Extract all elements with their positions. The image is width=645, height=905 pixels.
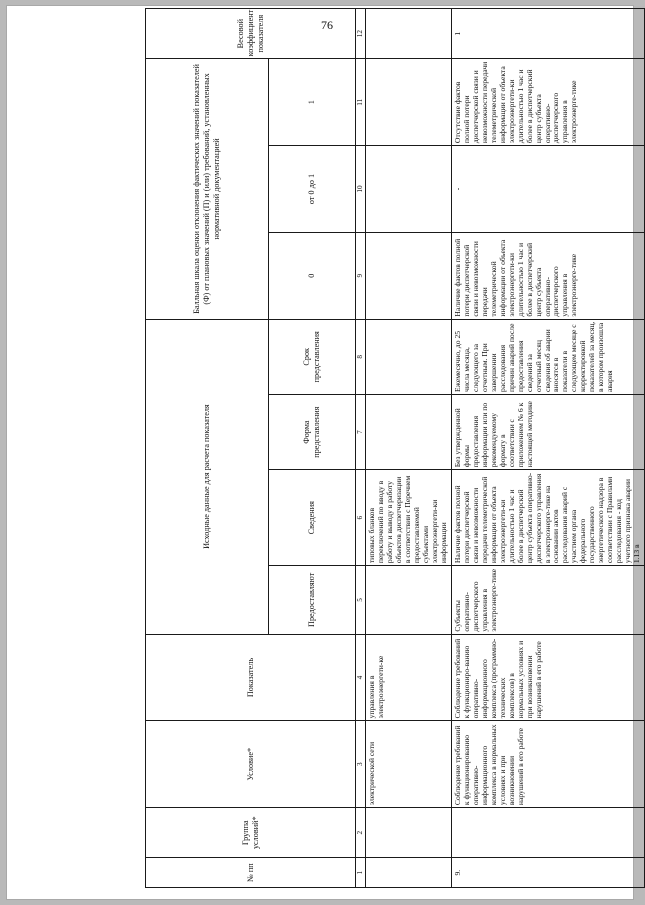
row1-condition: электрической сети bbox=[366, 721, 452, 808]
header-row bbox=[146, 9, 269, 888]
col-num: 1 bbox=[356, 858, 366, 888]
header-scale-1: 1 bbox=[268, 59, 356, 146]
header-condition: Условие* bbox=[146, 721, 356, 808]
col-num: 7 bbox=[356, 394, 366, 469]
header-info: Сведения bbox=[268, 470, 356, 566]
row2-no: 9. bbox=[451, 858, 644, 888]
col-num: 10 bbox=[356, 146, 366, 233]
row2-scale-1: Отсутствие фактов полной потери диспетчерской связи и невозможности передачи телеметрической информации от объекта электроэнергети-ки длительностью 1 час и более в диспетчерский центр субъекта оперативно-диспетчерского управления в электроэнерге-тике bbox=[451, 59, 644, 146]
header-no: № пп bbox=[146, 858, 356, 888]
col-num: 2 bbox=[356, 808, 366, 858]
header-weight: Весовой коэффициент показателя bbox=[146, 9, 356, 59]
header-source: Исходные данные для расчета показателя bbox=[146, 319, 269, 634]
header-scale-0-1: от 0 до 1 bbox=[268, 146, 356, 233]
header-indicator: Показатель bbox=[146, 634, 356, 721]
row2-condition: Соблюдение требований к функционированию оперативно-информационного комплекса в нормальных условиях и при возникновении нарушений в его работе bbox=[451, 721, 644, 808]
col-num: 5 bbox=[356, 566, 366, 634]
indicators-table bbox=[145, 8, 645, 888]
col-num: 3 bbox=[356, 721, 366, 808]
row1-indicator: управления в электроэнергети-ке bbox=[366, 634, 452, 721]
col-num: 6 bbox=[356, 470, 366, 566]
row1-info: типовых бланков переключений по вводу в работу и выводу в работу объектов диспетчеризации в соответствии с Перечнем предоставляемой субъектами электроэнергети-ки информации bbox=[366, 470, 452, 566]
row2-info: Наличие фактов полной потери диспетчерской связи и невозможности передачи телеметрической информации от объекта электроэнергети-ки длительностью 1 час и более в диспетчерский центр субъекта оперативно-диспетчерского управления в электроэнерге-тике на основании актов расследования аварий с участием органа федерального государственного энергетического надзора в соответствии с Правилами расследования - код учетного признака аварии 1.13 в bbox=[451, 470, 644, 566]
row2-provides: Субъекты оперативно-диспетчерского управления в электроэнерге-тике bbox=[451, 566, 644, 634]
page-number: 76 bbox=[321, 18, 333, 32]
table-row bbox=[366, 9, 452, 888]
col-num: 4 bbox=[356, 634, 366, 721]
header-scale-0: 0 bbox=[268, 232, 356, 319]
row2-form: Без утвержденной формы предоставления информации или по рекомендуемому формату в соответствии с приложением № 6 к настоящей методике bbox=[451, 394, 644, 469]
header-group: Группа условий* bbox=[146, 808, 356, 858]
col-num: 8 bbox=[356, 319, 366, 394]
col-num: 9 bbox=[356, 232, 366, 319]
col-num: 12 bbox=[356, 9, 366, 59]
row2-term: Ежемесячно, до 25 числа месяца, следующего за отчетным. При завершении расследования причин аварий после предоставления сведений за отчетный месяц сведения об аварии вносятся в показатели в следующем месяце с корректировкой показателей за месяц, в котором произошла авария bbox=[451, 319, 644, 394]
row2-scale-0-1: - bbox=[451, 146, 644, 233]
header-provides: Предоставляют bbox=[268, 566, 356, 634]
document-page bbox=[7, 6, 642, 899]
row2-weight: 1 bbox=[451, 9, 644, 59]
header-term: Срок представления bbox=[268, 319, 356, 394]
header-scale: Балльная шкала оценки отклонения фактических значений показателей (Ф) от плановых значений (П) и (или) требований, установленных нормативной документацией bbox=[146, 59, 269, 319]
row2-indicator: Соблюдение требований к функциониро-ванию оперативно-информационного комплекса (программно-технических комплексов) в нормальных условиях и при возникновении нарушений в его работе bbox=[451, 634, 644, 721]
col-num: 11 bbox=[356, 59, 366, 146]
row2-scale-0: Наличие фактов полной потери диспетчерской связи и невозможности передачи телеметрической информации от объекта электроэнергети-ки длительностью 1 час и более в диспетчерский центр субъекта оперативно-диспетчерского управления в электроэнерге-тике bbox=[451, 232, 644, 319]
header-form: Форма представления bbox=[268, 394, 356, 469]
column-number-row bbox=[356, 9, 366, 888]
table-row bbox=[451, 9, 644, 888]
